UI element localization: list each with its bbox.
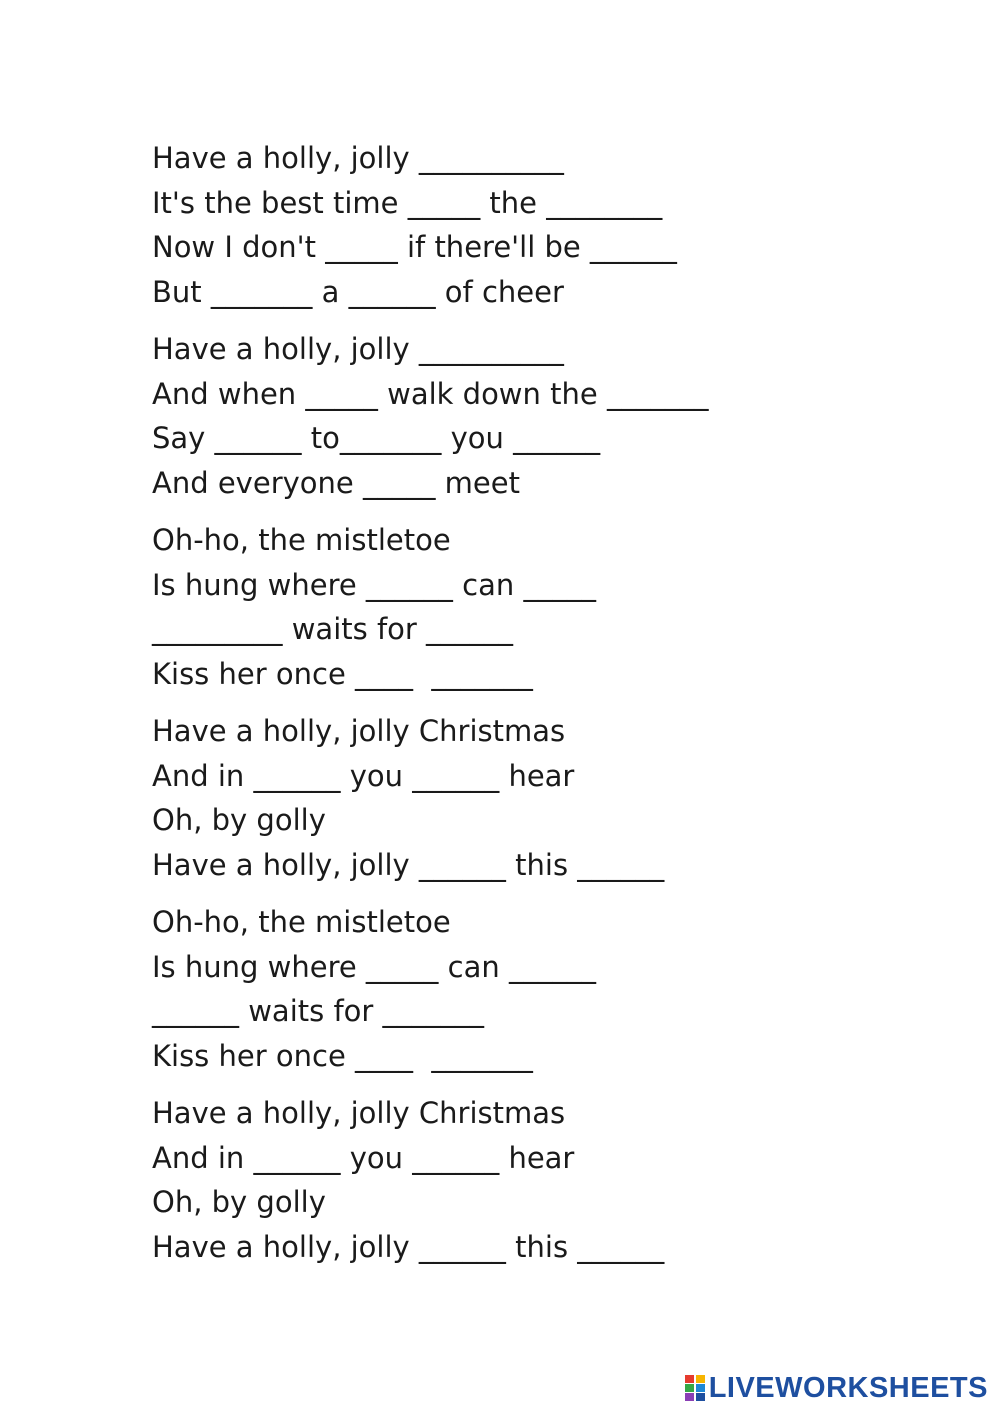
lyric-line: Have a holly, jolly __________ <box>152 332 564 366</box>
lyric-line: Is hung where _____ can ______ <box>152 949 596 984</box>
lyric-line: Oh, by golly <box>152 1185 326 1219</box>
lyric-line: Have a holly, jolly Christmas <box>152 714 566 748</box>
stanza <box>152 327 852 505</box>
lyric-line: Oh-ho, the mistletoe <box>152 905 451 939</box>
lyric-line: It's the best time _____ the ________ <box>152 185 663 220</box>
lyric-line: And in ______ you ______ hear <box>152 1140 575 1175</box>
brand-name: LIVEWORKSHEETS <box>708 1371 988 1404</box>
lyric-line: And in ______ you ______ hear <box>152 758 575 793</box>
liveworksheets-logo-icon <box>685 1375 705 1401</box>
lyric-line: Have a holly, jolly ______ this ______ <box>152 847 665 882</box>
stanza <box>152 900 852 1078</box>
stanza <box>152 709 852 887</box>
lyric-line: Say ______ to_______ you ______ <box>152 421 601 455</box>
stanza <box>152 518 852 696</box>
stanza <box>152 1091 852 1269</box>
lyric-line: Have a holly, jolly __________ <box>152 141 564 175</box>
lyric-line: Now I don't _____ if there'll be ______ <box>152 230 677 264</box>
lyric-line: And when _____ walk down the _______ <box>152 376 709 411</box>
lyric-line: Is hung where ______ can _____ <box>152 567 596 602</box>
lyric-line: Have a holly, jolly ______ this ______ <box>152 1229 665 1264</box>
lyric-line: Kiss her once ____ _______ <box>152 1038 533 1073</box>
lyric-line: Oh, by golly <box>152 803 326 837</box>
stanza <box>152 136 852 314</box>
lyric-line: Have a holly, jolly Christmas <box>152 1096 566 1130</box>
lyric-line: Oh-ho, the mistletoe <box>152 523 451 557</box>
lyrics-worksheet <box>152 136 852 1282</box>
brand-watermark <box>685 1368 988 1408</box>
lyric-line: Kiss her once ____ _______ <box>152 656 533 691</box>
lyric-line: But _______ a ______ of cheer <box>152 274 564 309</box>
lyric-line: And everyone _____ meet <box>152 465 520 500</box>
lyric-line: _________ waits for ______ <box>152 612 514 646</box>
lyric-line: ______ waits for _______ <box>152 994 485 1028</box>
